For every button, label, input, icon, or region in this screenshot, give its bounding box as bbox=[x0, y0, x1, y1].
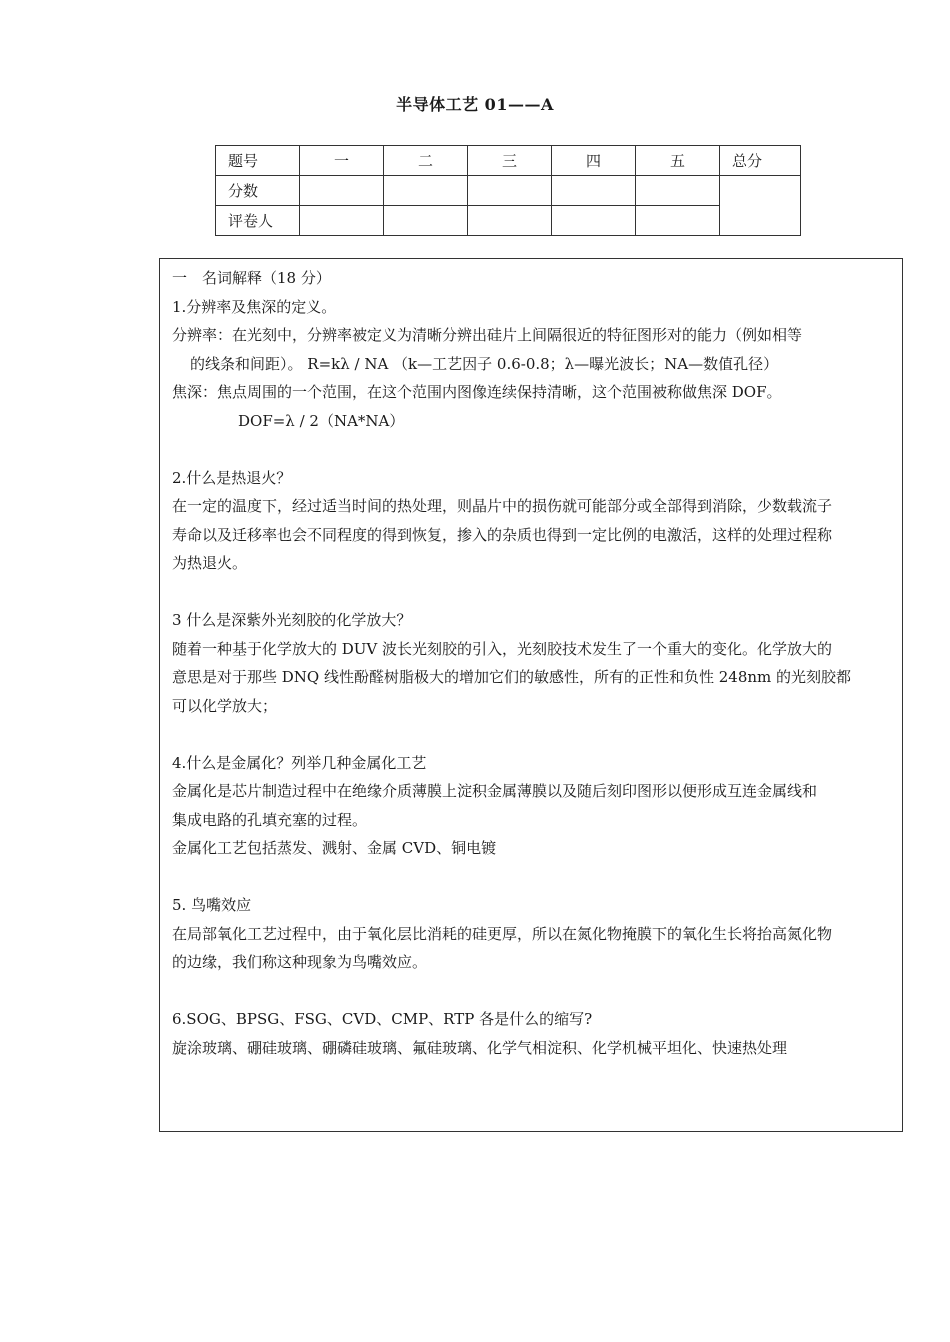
spacer bbox=[172, 977, 896, 1006]
score-cell bbox=[300, 176, 384, 206]
q1-question: 1.分辨率及焦深的定义。 bbox=[172, 297, 337, 316]
grader-cell bbox=[636, 206, 720, 236]
header-cell-5: 五 bbox=[636, 146, 720, 176]
header-cell-1: 一 bbox=[300, 146, 384, 176]
q4-question: 4.什么是金属化？列举几种金属化工艺 bbox=[172, 753, 427, 772]
q4-answer-line: 金属化工艺包括蒸发、溅射、金属 CVD、铜电镀 bbox=[172, 839, 497, 857]
q1-answer-line: 的线条和间距）。 R=kλ / NA （k—工艺因子 0.6-0.8；λ—曝光波长；NA—数值孔径） bbox=[190, 354, 779, 373]
q5-answer-line: 在局部氧化工艺过程中，由于氧化层比消耗的硅更厚，所以在氮化物掩膜下的氧化生长将抬高氮化物 bbox=[172, 924, 833, 943]
spacer bbox=[172, 578, 896, 607]
q2-answer-line: 在一定的温度下，经过适当时间的热处理，则晶片中的损伤就可能部分或全部得到消除，少数载流子 bbox=[172, 497, 833, 515]
q2-answer-line: 寿命以及迁移率也会不同程度的得到恢复，掺入的杂质也得到一定比例的电激活，这样的处理过程称 bbox=[172, 525, 833, 544]
score-table-score-row bbox=[216, 176, 801, 206]
answer-box bbox=[159, 258, 903, 1132]
total-score-cell bbox=[720, 176, 801, 236]
section-heading: 一 名词解释（18 分） bbox=[172, 269, 331, 287]
score-table-grader-row bbox=[216, 206, 801, 236]
q6-answer-line: 旋涂玻璃、硼硅玻璃、硼磷硅玻璃、氟硅玻璃、化学气相淀积、化学机械平坦化、快速热处理 bbox=[172, 1038, 788, 1057]
spacer bbox=[172, 863, 896, 892]
q4-answer-line: 集成电路的孔填充塞的过程。 bbox=[172, 810, 368, 829]
answer-content bbox=[172, 264, 896, 1062]
header-cell-total: 总分 bbox=[720, 146, 801, 176]
grader-cell bbox=[300, 206, 384, 236]
header-cell-3: 三 bbox=[468, 146, 552, 176]
q3-question: 3 什么是深紫外光刻胶的化学放大？ bbox=[172, 611, 412, 629]
score-cell bbox=[468, 176, 552, 206]
row-label-grader: 评卷人 bbox=[216, 206, 300, 236]
q5-question: 5. 鸟嘴效应 bbox=[172, 896, 252, 914]
q3-answer-line: 意思是对于那些 DNQ 线性酚醛树脂极大的增加它们的敏感性，所有的正性和负性 248nm 的光刻胶都 bbox=[172, 668, 852, 686]
grader-cell bbox=[384, 206, 468, 236]
header-cell-2: 二 bbox=[384, 146, 468, 176]
q5-answer-line: 的边缘，我们称这种现象为鸟嘴效应。 bbox=[172, 953, 428, 971]
q1-formula: DOF=λ / 2（NA*NA） bbox=[238, 411, 405, 430]
spacer bbox=[172, 720, 896, 749]
q2-question: 2.什么是热退火？ bbox=[172, 468, 292, 487]
q3-answer-line: 随着一种基于化学放大的 DUV 波长光刻胶的引入，光刻胶技术发生了一个重大的变化。化学放大的 bbox=[172, 639, 833, 658]
page-title: 半导体工艺 01——A bbox=[396, 95, 554, 114]
spacer bbox=[172, 435, 896, 464]
score-cell bbox=[636, 176, 720, 206]
q2-answer-line: 为热退火。 bbox=[172, 554, 248, 572]
q6-question: 6.SOG、BPSG、FSG、CVD、CMP、RTP 各是什么的缩写? bbox=[172, 1010, 593, 1028]
header-cell-question-no: 题号 bbox=[216, 146, 300, 176]
row-label-score: 分数 bbox=[216, 176, 300, 206]
score-cell bbox=[384, 176, 468, 206]
q1-answer-line: 分辨率：在光刻中，分辨率被定义为清晰分辨出硅片上间隔很近的特征图形对的能力（例如相等 bbox=[172, 326, 803, 344]
score-table-header-row bbox=[216, 146, 801, 176]
q1-answer-line: 焦深：焦点周围的一个范围，在这个范围内图像连续保持清晰，这个范围被称做焦深 DOF。 bbox=[172, 383, 782, 401]
score-cell bbox=[552, 176, 636, 206]
q3-answer-line: 可以化学放大； bbox=[172, 696, 278, 715]
grader-cell bbox=[552, 206, 636, 236]
header-cell-4: 四 bbox=[552, 146, 636, 176]
q4-answer-line: 金属化是芯片制造过程中在绝缘介质薄膜上淀积金属薄膜以及随后刻印图形以便形成互连金属线和 bbox=[172, 782, 818, 800]
score-table bbox=[215, 145, 801, 236]
grader-cell bbox=[468, 206, 552, 236]
